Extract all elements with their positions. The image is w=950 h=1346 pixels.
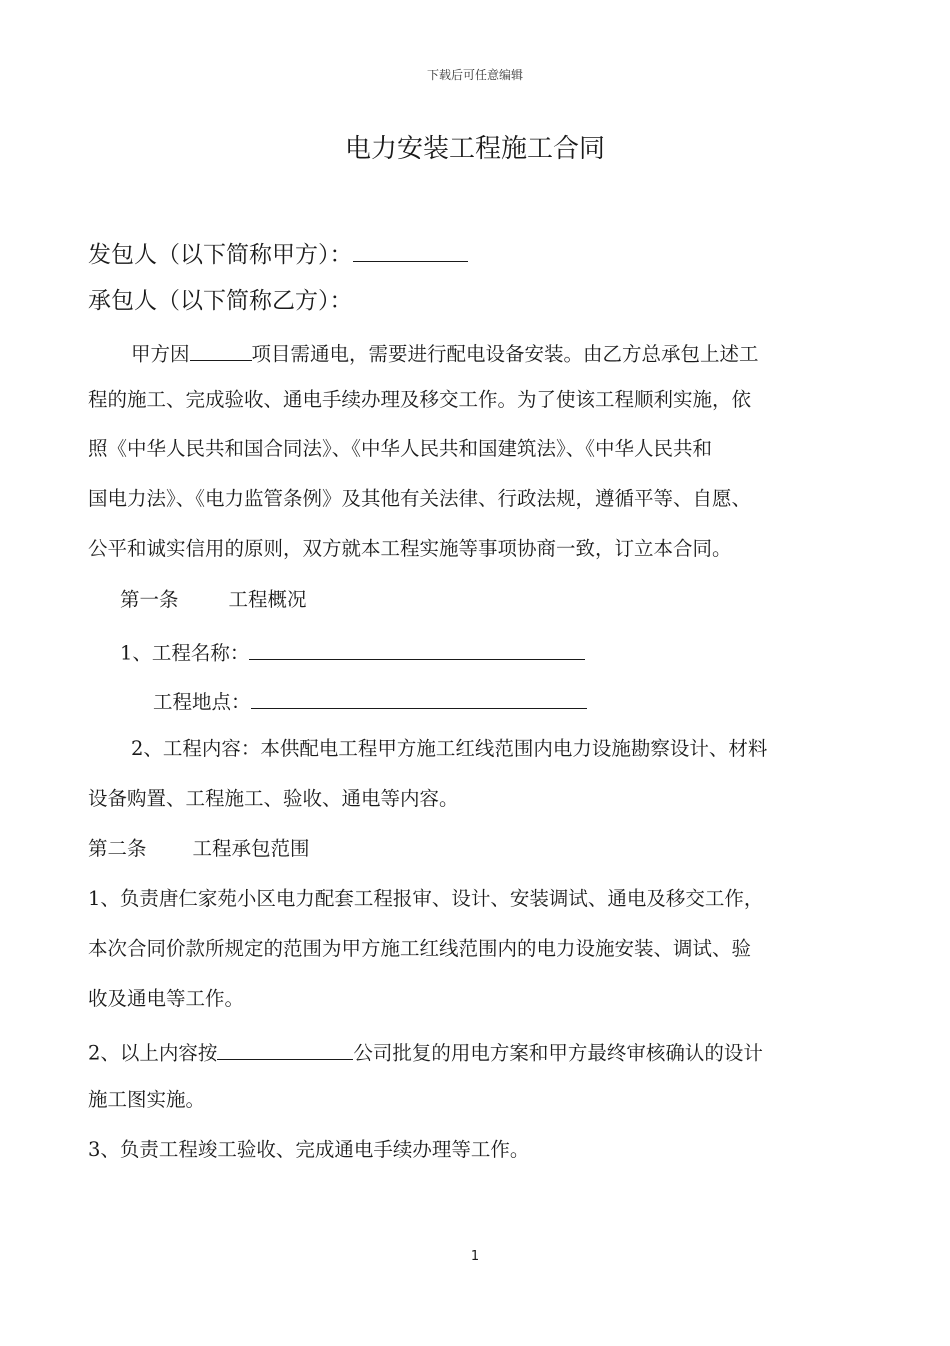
article-1-heading	[120, 590, 307, 610]
project-location-line	[153, 689, 587, 712]
page-number: 1	[470, 1249, 480, 1264]
contractor-line	[88, 290, 353, 313]
employer-name-blank[interactable]	[353, 239, 468, 262]
contractor-label: 承包人（以下简称乙方）：	[88, 288, 353, 314]
contract-scope-line-1: 1、负责唐仁家苑小区电力配套工程报审、设计、安装调试、通电及移交工作，	[88, 887, 764, 910]
scope-item-text: 2、以上内容按	[88, 1041, 218, 1065]
article-2-number: 第二条	[88, 837, 147, 860]
article-2-title: 工程承包范围	[192, 837, 310, 860]
scope-item-text: 公司批复的用电方案和甲方最终审核确认的设计	[353, 1041, 763, 1065]
contract-scope-item-2-cont: 施工图实施。	[88, 1088, 206, 1111]
project-name-label: 1、工程名称：	[120, 641, 250, 665]
intro-line-5: 公平和诚实信用的原则，双方就本工程实施等事项协商一致，订立本合同。	[88, 537, 732, 560]
article-2-heading	[88, 839, 310, 859]
intro-line-2: 程的施工、完成验收、通电手续办理及移交工作。为了使该工程顺利实施，依	[88, 388, 752, 411]
article-1-number: 第一条	[120, 588, 179, 611]
intro-text: 项目需通电，需要进行配电设备安装。由乙方总承包上述工	[251, 342, 759, 366]
project-name-field-blank[interactable]	[249, 640, 585, 660]
intro-line-3: 照《中华人民共和国合同法》、《中华人民共和国建筑法》、《中华人民共和	[88, 437, 713, 460]
project-name-line	[120, 640, 585, 663]
employer-line	[88, 239, 468, 267]
page-header-note: 下载后可任意编辑	[426, 68, 523, 82]
contract-scope-item-2	[88, 1040, 763, 1063]
document-title: 电力安装工程施工合同	[344, 134, 605, 164]
project-location-label: 工程地点：	[153, 690, 251, 714]
intro-text: 甲方因	[131, 342, 190, 366]
contract-scope-item-3: 3、负责工程竣工验收、完成通电手续办理等工作。	[88, 1138, 530, 1161]
utility-company-blank[interactable]	[217, 1040, 353, 1060]
scope-content-line-1: 2、工程内容：本供配电工程甲方施工红线范围内电力设施勘察设计、材料	[131, 737, 768, 760]
intro-line-4: 国电力法》、《电力监管条例》及其他有关法律、行政法规，遵循平等、自愿、	[88, 487, 752, 510]
scope-content-line-2: 设备购置、工程施工、验收、通电等内容。	[88, 787, 459, 810]
contract-scope-line-2: 本次合同价款所规定的范围为甲方施工红线范围内的电力设施安装、调试、验	[88, 937, 752, 960]
article-1-title: 工程概况	[228, 588, 307, 611]
project-name-blank[interactable]	[190, 341, 252, 361]
project-location-blank[interactable]	[251, 689, 587, 709]
contract-scope-line-3: 收及通电等工作。	[88, 987, 245, 1010]
employer-label: 发包人（以下简称甲方）：	[88, 241, 353, 268]
intro-line-1	[131, 341, 759, 364]
